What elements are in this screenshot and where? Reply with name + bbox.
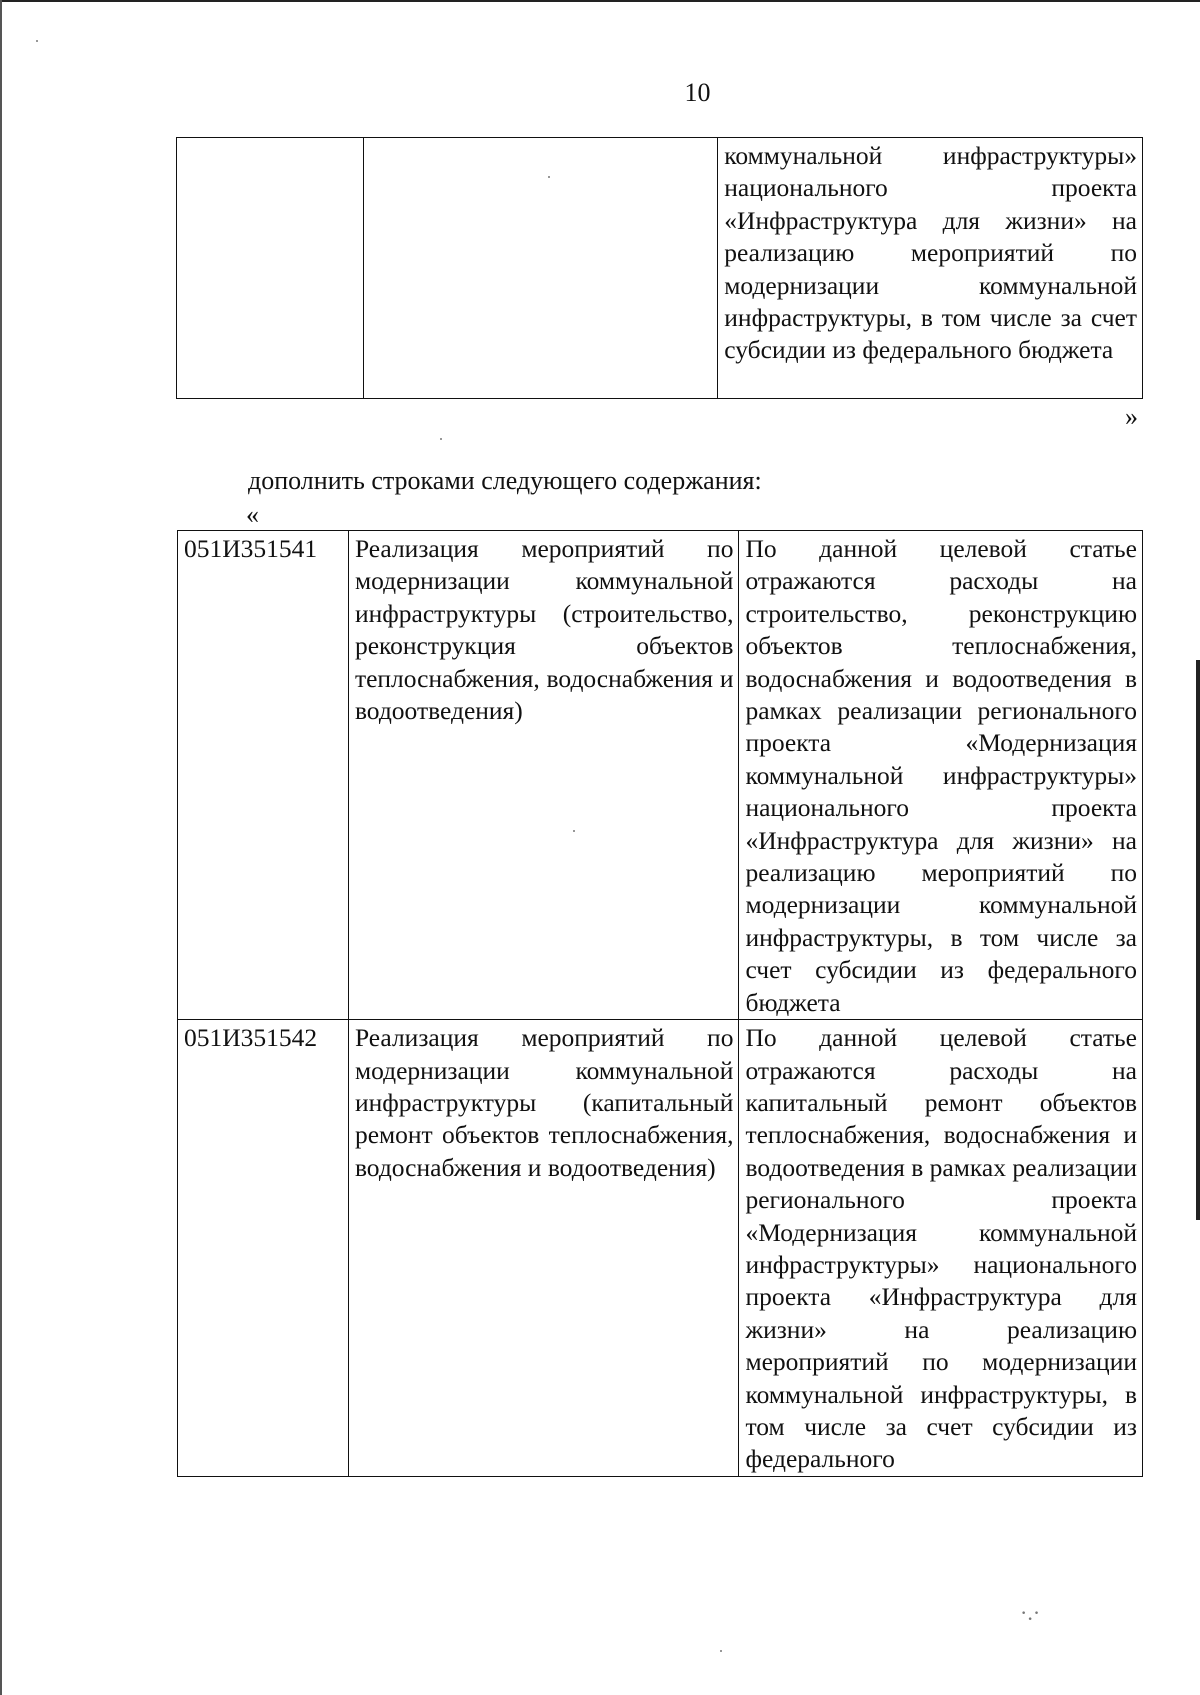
opening-quote-mark: « [246, 500, 259, 529]
intro-text: дополнить строками следующего содержания: [248, 466, 762, 495]
scan-speck [36, 40, 38, 42]
scan-top-edge [0, 0, 1200, 2]
description-cell: коммунальной инфраструктуры» национального проекта «Инфраструктура для жизни» на реализацию мероприятий по модернизации коммунальной инфраструктуры, в том числе за счет субсидии из федерального бюджета [718, 138, 1143, 399]
page-number: 10 [684, 78, 711, 107]
code-cell [177, 138, 364, 399]
description-cell: По данной целевой статье отражаются расходы на строительство, реконструкцию объектов теплоснабжения, водоснабжения и водоотведения в рамках реализации регионального проекта «Модернизация коммунальной инфраструктуры» национального проекта «Инфраструктура для жизни» на реализацию мероприятий по модернизации коммунальной инфраструктуры, в том числе за счет субсидии из федерального бюджета [739, 531, 1143, 1020]
continuation-table [176, 137, 1143, 399]
table-row [178, 1020, 1143, 1477]
description-cell: По данной целевой статье отражаются расходы на капитальный ремонт объектов теплоснабжения, водоснабжения и водоотведения в рамках реализации регионального проекта «Модернизация коммунальной инфраструктуры» национального проекта «Инфраструктура для жизни» на реализацию мероприятий по модернизации коммунальной инфраструктуры, в том числе за счет субсидии из федерального [739, 1020, 1143, 1477]
code-cell: 051И351542 [178, 1020, 349, 1477]
closing-quote-mark: » [1125, 402, 1138, 431]
scan-left-edge [0, 0, 2, 1695]
code-cell: 051И351541 [178, 531, 349, 1020]
scan-speck [573, 830, 575, 832]
scan-smudge: ·.· [1020, 1600, 1041, 1625]
scan-speck [548, 176, 550, 178]
scan-right-edge [1196, 660, 1200, 1220]
table-row [177, 138, 1143, 399]
name-cell: Реализация мероприятий по модернизации коммунальной инфраструктуры (строительство, реконструкция объектов теплоснабжения, водоснабжения и водоотведения) [348, 531, 739, 1020]
target-articles-table [177, 530, 1143, 1477]
name-cell [363, 138, 718, 399]
name-cell: Реализация мероприятий по модернизации коммунальной инфраструктуры (капитальный ремонт объектов теплоснабжения, водоснабжения и водоотведения) [348, 1020, 739, 1477]
table-row [178, 531, 1143, 1020]
scan-speck [440, 438, 442, 440]
scan-speck [720, 1650, 722, 1652]
